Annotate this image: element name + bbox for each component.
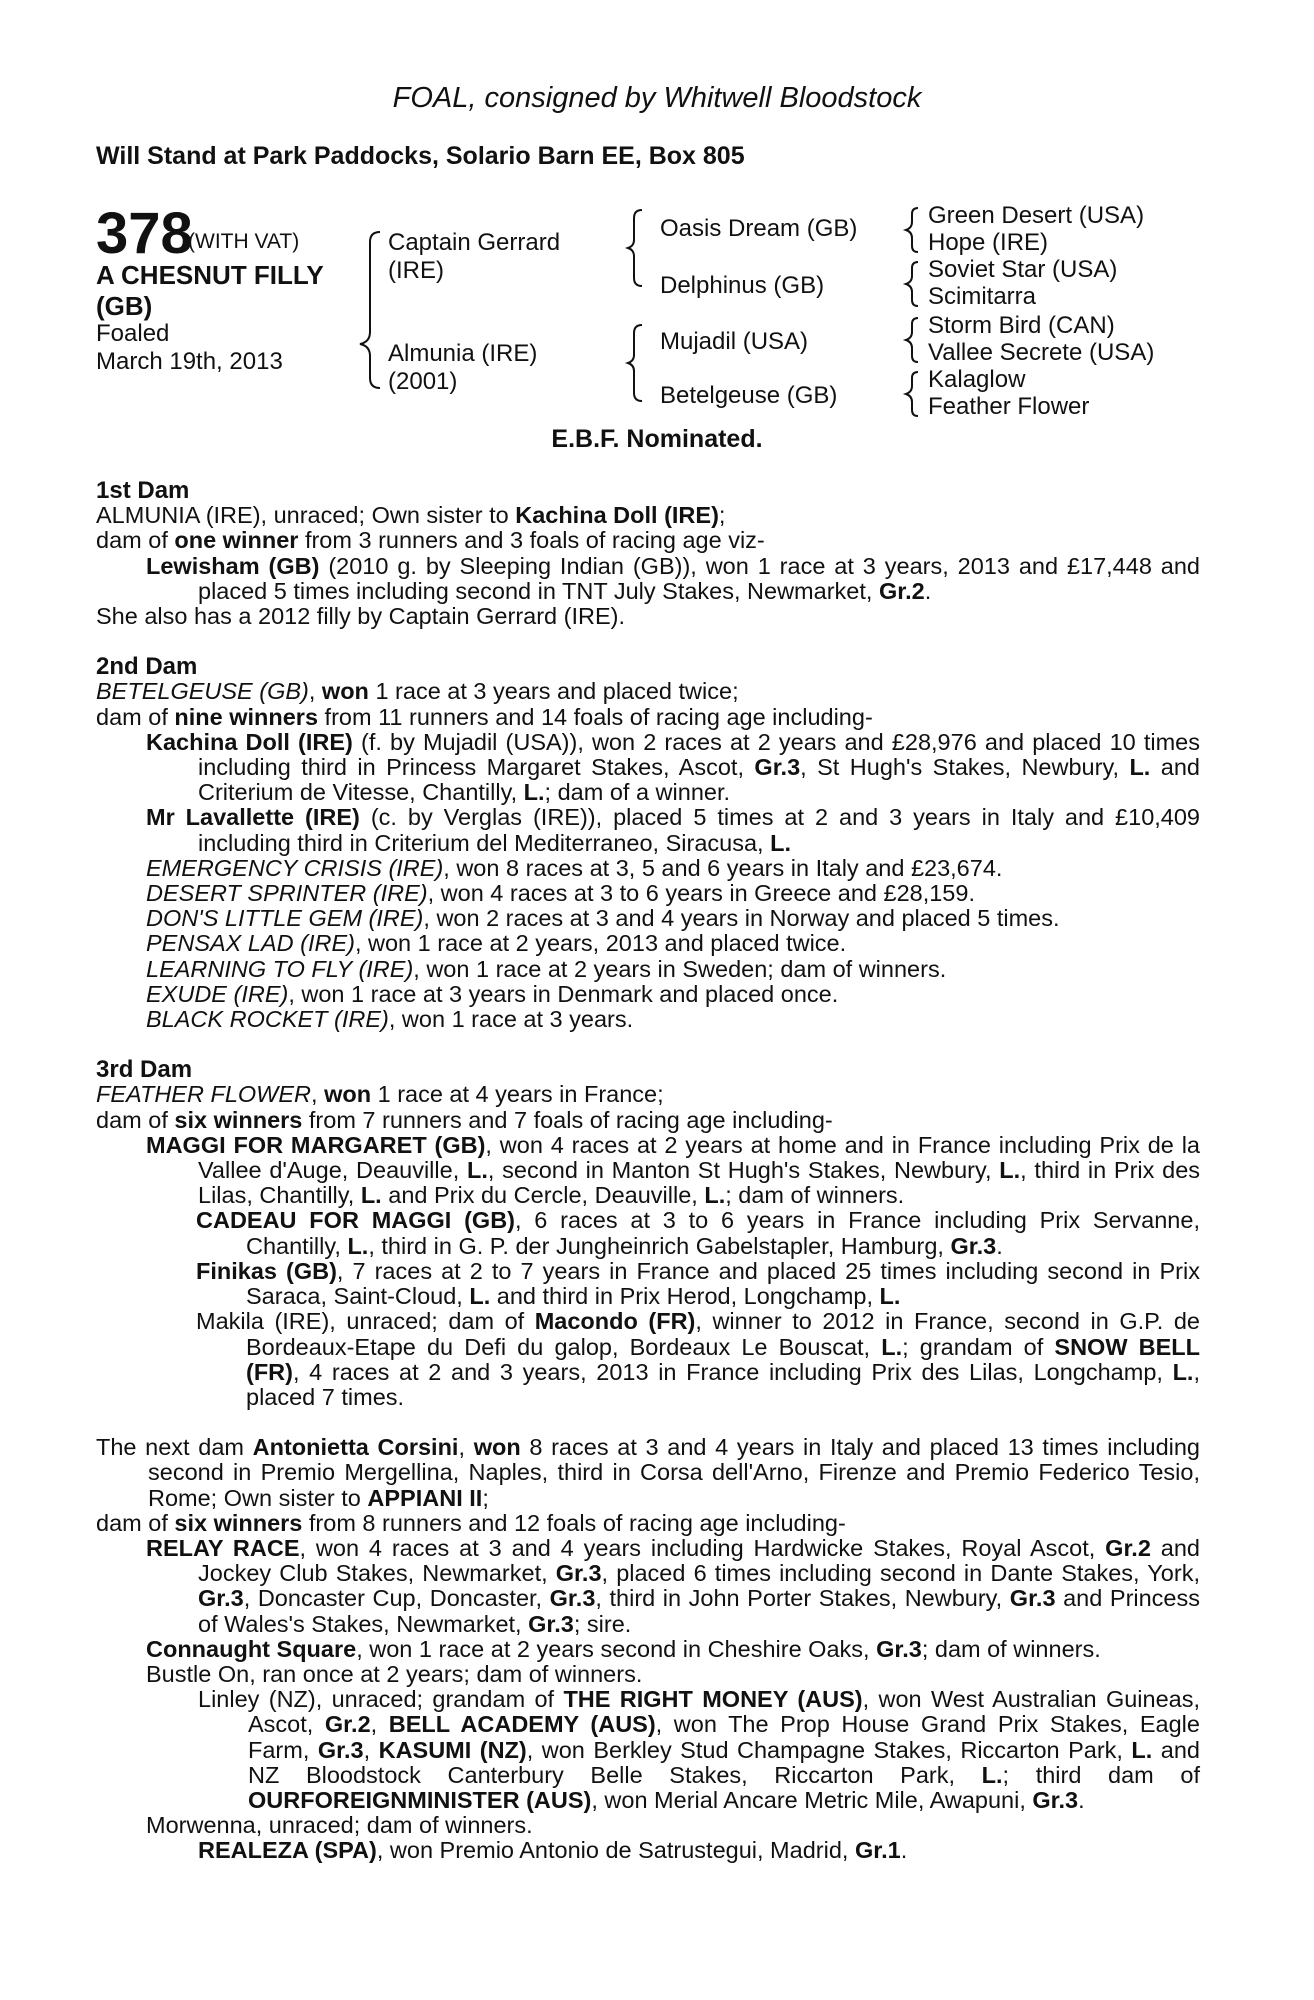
text-run: , won 1 race at 3 years in Denmark and placed once. [288, 980, 839, 1007]
text-run: SNOW BELL (FR) [246, 1333, 1201, 1385]
text-run: ; [482, 1484, 489, 1511]
text-run: dam of [96, 1509, 175, 1536]
text-run: , [311, 1081, 325, 1108]
produce-entry [96, 1259, 1200, 1309]
dam-name: Almunia (IRE) [388, 340, 538, 367]
text-run: , won Berkley Stud Champagne Stakes, Riccarton Park, [526, 1736, 1132, 1763]
text-run: Gr.1 [854, 1837, 901, 1864]
text-run: , [370, 1711, 389, 1738]
text-run: 1 race at 3 years and placed twice; [368, 678, 739, 705]
produce-entry: Morwenna, unraced; dam of winners. [146, 1812, 533, 1839]
text-run: Gr.2 [1105, 1534, 1151, 1561]
text-run: , won 4 races at 3 and 4 years including Hardwicke Stakes, Royal Ascot, [299, 1534, 1106, 1561]
vat-label: (WITH VAT) [188, 230, 300, 253]
text-run: , won 1 race at 2 years second in Cheshire Oaks, [356, 1635, 877, 1662]
text-run: and Criterium de Vitesse, Chantilly, [198, 754, 1200, 806]
text-run: Gr.3 [317, 1736, 364, 1763]
produce-summary [96, 1511, 1200, 1536]
text-run: L. [981, 1761, 1003, 1788]
text-run: , won The Prop House Grand Prix Stakes, Eagle Farm, [248, 1711, 1200, 1763]
text-run: Gr.3 [198, 1585, 244, 1612]
text-run: Lewisham (GB) [146, 552, 320, 579]
text-run: . [900, 1837, 908, 1864]
text-run: BETELGEUSE (GB) [96, 678, 309, 705]
text-run: L. [879, 1283, 901, 1310]
ancestor: Vallee Secrete (USA) [928, 339, 1155, 366]
text-run: ; grandam of [902, 1333, 1055, 1360]
text-run: , won 8 races at 3, 5 and 6 years in Italy and £23,674. [443, 854, 1003, 881]
lot-number: 378 [96, 201, 193, 266]
text-run: , third in Prix des Lilas, Chantilly, [198, 1157, 1201, 1209]
text-run: , 4 races at 2 and 3 years, 2013 in France including Prix des Lilas, Longchamp, [292, 1358, 1173, 1385]
sire-country: (IRE) [388, 257, 444, 284]
sire-dam: Delphinus (GB) [660, 272, 825, 299]
produce-entry [96, 1208, 1200, 1258]
produce-summary [96, 1108, 1200, 1133]
text-run: one winner [174, 527, 299, 554]
text-run: ; sire. [573, 1610, 632, 1637]
text-run: Linley (NZ), unraced; grandam of [198, 1686, 564, 1713]
text-run: PENSAX LAD (IRE) [146, 930, 355, 957]
text-run: , won 1 race at 2 years, 2013 and placed twice. [354, 930, 847, 957]
text-run: L. [347, 1232, 369, 1259]
text-run: RELAY RACE [146, 1534, 300, 1561]
pedigree-brackets [0, 0, 1314, 460]
text-run: CADEAU FOR MAGGI (GB) [196, 1207, 515, 1234]
text-run: L. [1172, 1358, 1194, 1385]
foaled-date: March 19th, 2013 [96, 348, 283, 375]
text-run: THE RIGHT MONEY (AUS) [563, 1686, 863, 1713]
text-run: . [924, 577, 932, 604]
text-run: MAGGI FOR MARGARET (GB) [146, 1131, 486, 1158]
text-run: L. [469, 1283, 491, 1310]
horse-description-line: (GB) [96, 291, 153, 321]
text-run: (f. by Mujadil (USA)), won 2 races at 2 years and £28,976 and placed 10 times including third in Princess Margaret Stakes, Ascot, [198, 728, 1200, 781]
text-run: L. [1129, 754, 1151, 781]
text-run: , won Premio Antonio de Satrustegui, Madrid, [376, 1837, 855, 1864]
text-run: BLACK ROCKET (IRE) [146, 1006, 389, 1033]
dam-line [96, 679, 1200, 704]
text-run: L. [881, 1333, 903, 1360]
text-run: ; dam of winners. [725, 1182, 905, 1209]
text-run: and Jockey Club Stakes, Newmarket, [198, 1534, 1200, 1587]
text-run: , placed 7 times. [246, 1358, 1200, 1410]
text-run: Macondo (FR) [534, 1308, 696, 1335]
text-run: FEATHER FLOWER [96, 1081, 311, 1108]
produce-entry [96, 554, 1200, 604]
ancestor: Feather Flower [928, 393, 1090, 420]
text-run: BELL ACADEMY (AUS) [388, 1711, 656, 1738]
produce-entry [96, 906, 1200, 931]
text-run: , [458, 1434, 474, 1461]
text-run: and Prix du Cercle, Deauville, [381, 1182, 705, 1209]
produce-entry: Bustle On, ran once at 2 years; dam of winners. [146, 1660, 643, 1687]
text-run: won [321, 678, 369, 705]
text-run: Gr.3 [528, 1610, 574, 1637]
sire-sire: Oasis Dream (GB) [660, 215, 858, 242]
text-run: Gr.3 [549, 1585, 596, 1612]
text-run: Gr.2 [878, 577, 925, 604]
text-run: six winners [174, 1509, 303, 1536]
text-run: ; dam of winners. [921, 1635, 1101, 1662]
produce-entry [96, 1637, 1200, 1662]
text-run: and third in Prix Herod, Longchamp, [490, 1283, 880, 1310]
section-heading: 3rd Dam [96, 1056, 193, 1084]
produce-summary [96, 528, 1200, 553]
text-run: , Doncaster Cup, Doncaster, [243, 1585, 550, 1612]
produce-entry [96, 1536, 1200, 1637]
text-run: L. [999, 1157, 1021, 1184]
produce-entry [96, 1687, 1200, 1813]
dam-year: (2001) [388, 368, 458, 395]
text-run: EXUDE (IRE) [146, 980, 289, 1007]
text-run: LEARNING TO FLY (IRE) [146, 955, 414, 982]
text-run: , winner to 2012 in France, second in G.P. de Bordeaux-Etape du Defi du galop, Bordeaux Le Bouscat, [246, 1308, 1200, 1360]
text-run: Gr.3 [1009, 1585, 1056, 1612]
text-run: Antonietta Corsini [252, 1434, 459, 1461]
text-run: 1 race at 4 years in France; [371, 1081, 664, 1108]
text-run: ; dam of a winner. [544, 779, 731, 806]
dam-dam: Betelgeuse (GB) [660, 382, 838, 409]
text-run: L. [1131, 1736, 1153, 1763]
text-run: (c. by Verglas (IRE)), placed 5 times at 2 and 3 years in Italy and £10,409 including third in Criterium del Mediterraneo, Siracusa, [198, 804, 1200, 856]
text-run: six winners [174, 1106, 303, 1133]
text-run: Gr.2 [324, 1711, 371, 1738]
text-run: won [324, 1081, 372, 1108]
text-run: ; [718, 502, 726, 529]
text-run: Gr.3 [555, 1560, 602, 1587]
produce-entry [96, 1309, 1200, 1410]
text-run: Makila (IRE), unraced; dam of [196, 1308, 535, 1335]
ebf-nomination: E.B.F. Nominated. [551, 425, 763, 453]
horse-description-line: A CHESNUT FILLY [96, 260, 324, 290]
text-run: , third in John Porter Stakes, Newbury, [595, 1585, 1010, 1612]
stand-location: Will Stand at Park Paddocks, Solario Barn EE, Box 805 [96, 142, 745, 170]
text-run: and NZ Bloodstock Canterbury Belle Stakes, Riccarton Park, [248, 1736, 1200, 1788]
dam-line [96, 1082, 1200, 1107]
dam-sire: Mujadil (USA) [660, 328, 809, 355]
text-run: dam of [96, 1106, 175, 1133]
produce-entry [96, 881, 1200, 906]
ancestor: Scimitarra [928, 283, 1037, 310]
text-run: ; third dam of [1002, 1761, 1200, 1788]
text-run: , St Hugh's Stakes, Newbury, [800, 754, 1130, 781]
text-run: Gr.3 [754, 754, 801, 781]
text-run: DESERT SPRINTER (IRE) [146, 880, 428, 907]
text-run: , second in Manton St Hugh's Stakes, Newbury, [487, 1157, 1000, 1184]
text-run: , won 1 race at 3 years. [388, 1006, 634, 1033]
text-run: won [473, 1434, 521, 1461]
text-run: from 11 runners and 14 foals of racing age including- [318, 703, 873, 730]
next-dam-line [96, 1435, 1200, 1511]
catalogue-header: FOAL, consigned by Whitwell Bloodstock [392, 82, 922, 114]
text-run: , won 1 race at 2 years in Sweden; dam of winners. [413, 955, 947, 982]
produce-entry [96, 1007, 1200, 1032]
text-run: , 6 races at 3 to 6 years in France including Prix Servanne, Chantilly, [246, 1207, 1200, 1259]
text-run: Gr.3 [1032, 1786, 1079, 1813]
text-run: Gr.3 [950, 1232, 997, 1259]
text-run: , won Merial Ancare Metric Mile, Awapuni, [591, 1786, 1033, 1813]
ancestor: Storm Bird (CAN) [928, 312, 1115, 339]
text-run: REALEZA (SPA) [198, 1837, 377, 1864]
produce-entry [96, 957, 1200, 982]
text-run: , won 4 races at 2 years at home and in France including Prix de la Vallee d'Auge, Deauville, [198, 1131, 1200, 1184]
text-run: from 8 runners and 12 foals of racing age including- [302, 1509, 846, 1536]
dam-note: She also has a 2012 filly by Captain Gerrard (IRE). [96, 603, 626, 630]
text-run: from 3 runners and 3 foals of racing age viz- [298, 527, 765, 554]
text-run: Connaught Square [146, 1635, 357, 1662]
catalogue-body [96, 478, 1200, 1864]
text-run: nine winners [174, 703, 319, 730]
text-run: Finikas (GB) [196, 1257, 337, 1284]
ancestor: Hope (IRE) [928, 229, 1049, 256]
produce-entry [96, 931, 1200, 956]
text-run: . [1078, 1786, 1085, 1813]
sire-name: Captain Gerrard [388, 229, 561, 256]
text-run: Gr.3 [876, 1635, 922, 1662]
text-run: L. [466, 1157, 488, 1184]
text-run: (2010 g. by Sleeping Indian (GB)), won 1 race at 3 years, 2013 and £17,448 and placed 5 times including second in TNT July Stakes, Newmarket, [198, 552, 1201, 604]
text-run: DON'S LITTLE GEM (IRE) [146, 905, 424, 932]
text-run: , third in G. P. der Jungheinrich Gabelstapler, Hamburg, [368, 1232, 951, 1259]
produce-entry [96, 1838, 1200, 1863]
produce-entry [96, 730, 1200, 806]
foaled-label: Foaled [96, 320, 170, 347]
text-run: L. [770, 829, 791, 856]
text-run: ALMUNIA (IRE), unraced; Own sister to [96, 502, 516, 529]
text-run: , won 2 races at 3 and 4 years in Norway and placed 5 times. [423, 905, 1060, 932]
text-run: Kachina Doll (IRE) [515, 502, 719, 529]
text-run: from 7 runners and 7 foals of racing age including- [302, 1106, 833, 1133]
text-run: and Princess of Wales's Stakes, Newmarket, [198, 1585, 1200, 1637]
text-run: , placed 6 times including second in Dante Stakes, York, [601, 1560, 1200, 1587]
text-run: EMERGENCY CRISIS (IRE) [146, 854, 444, 881]
ancestor: Soviet Star (USA) [928, 256, 1118, 283]
produce-entry [96, 1133, 1200, 1209]
section-heading: 1st Dam [96, 477, 190, 504]
text-run: , won West Australian Guineas, Ascot, [248, 1686, 1200, 1738]
produce-summary [96, 705, 1200, 730]
text-run: , [308, 678, 322, 705]
text-run: L. [704, 1182, 726, 1209]
ancestor: Kalaglow [928, 366, 1026, 393]
section-heading: 2nd Dam [96, 653, 198, 681]
produce-entry [96, 982, 1200, 1007]
text-run: Kachina Doll (IRE) [146, 728, 353, 755]
text-run: L. [523, 779, 545, 806]
text-run: Mr Lavallette (IRE) [146, 804, 360, 831]
text-run: The next dam [96, 1434, 253, 1461]
text-run: L. [360, 1182, 382, 1209]
text-run: KASUMI (NZ) [378, 1736, 527, 1763]
text-run: . [996, 1232, 1003, 1259]
text-run: APPIANI II [367, 1484, 483, 1511]
produce-entry [96, 805, 1200, 855]
produce-entry [96, 856, 1200, 881]
text-run: OURFOREIGNMINISTER (AUS) [248, 1786, 592, 1813]
text-run: dam of [96, 703, 175, 730]
text-run: dam of [96, 527, 175, 554]
dam-line [96, 503, 1200, 528]
text-run: , 7 races at 2 to 7 years in France and placed 25 times including second in Prix Saraca, Saint-Cloud, [246, 1257, 1200, 1310]
text-run: , [363, 1736, 379, 1763]
text-run: 8 races at 3 and 4 years in Italy and placed 13 times including second in Premio Mergellina, Naples, third in Corsa dell'Arno, Firenze and Premio Federico Tesio, Rome; Own sister to [148, 1434, 1200, 1511]
ancestor: Green Desert (USA) [928, 202, 1145, 229]
text-run: , won 4 races at 3 to 6 years in Greece and £28,159. [427, 880, 975, 907]
